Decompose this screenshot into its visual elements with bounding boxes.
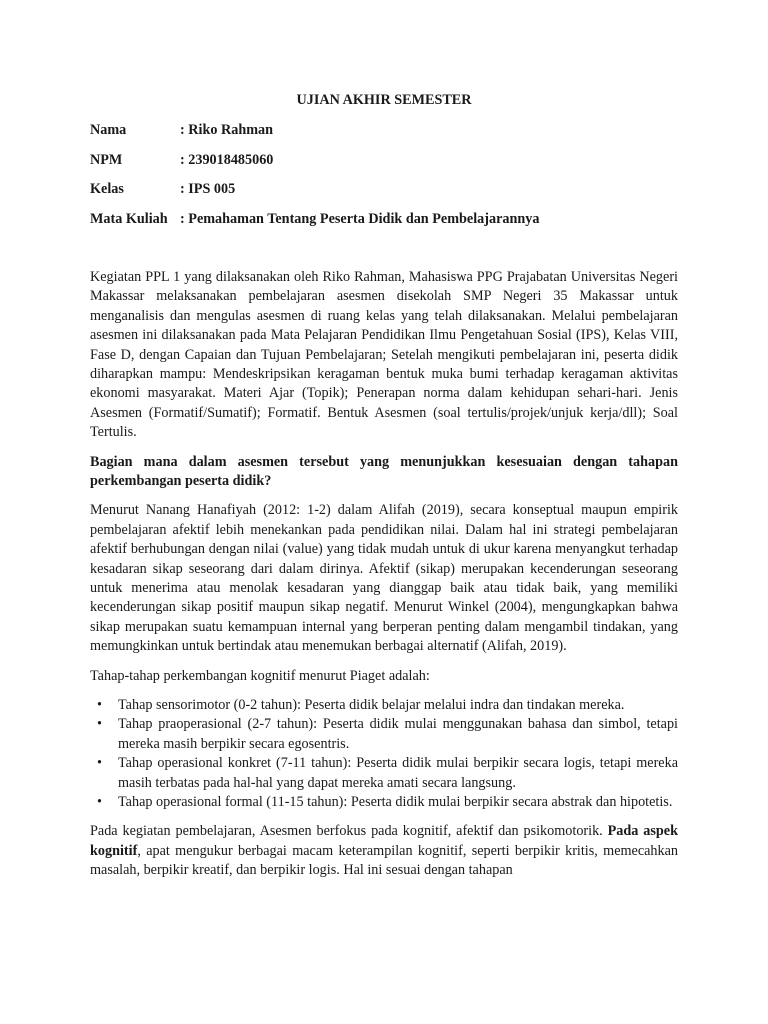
list-item: [97, 715, 678, 754]
info-value: : Pemahaman Tentang Peserta Didik dan Pembelajarannya: [180, 210, 540, 227]
list-item-text: Tahap praoperasional (2-7 tahun): Peserta didik mulai menggunakan bahasa dan simbol, tetapi mereka masih berpikir secara egosentris.: [118, 716, 678, 752]
info-row-npm: [90, 151, 678, 170]
bullet-icon: •: [97, 716, 102, 733]
bullet-icon: •: [97, 697, 102, 714]
affective-paragraph: Menurut Nanang Hanafiyah (2012: 1-2) dalam Alifah (2019), secara konseptual maupun empirik pembelajaran afektif lebih menekankan pada pendidikan nilai. Dalam hal ini strategi pembelajaran afektif berhubungan dengan nilai (value) yang tidak mudah untuk di ukur karena menyangkut terhadap kesadaran sikap seseorang dari dalam dirinya. Afektif (sikap) merupakan kecenderungan seseorang untuk menerima atau menolak kesadaran yang dianggap baik atau tidak baik, yang memiliki kecenderungan sikap positif maupun sikap negatif. Menurut Winkel (2004), mengungkapkan bahwa sikap merupakan suatu kemampuan internal yang berperan penting dalam mengambil tindakan, yang memungkinkan untuk bertindak atau menemukan berbagai alternatif (Alifah, 2019).: [90, 502, 678, 655]
bullet-icon: •: [97, 794, 102, 811]
info-label: NPM: [90, 151, 123, 168]
assessment-text-bold: Pada aspek kognitif: [90, 823, 678, 859]
info-value: : IPS 005: [180, 181, 236, 198]
list-item: [97, 696, 678, 715]
info-label: Kelas: [90, 181, 124, 198]
list-item: [97, 754, 678, 793]
intro-paragraph: Kegiatan PPL 1 yang dilaksanakan oleh Riko Rahman, Mahasiswa PPG Prajabatan Universitas Negeri Makassar melaksanakan pembelajaran asesmen disekolah SMP Negeri 35 Makassar untuk menganalisis dan mengulas asesmen di ruang kelas yang telah dilaksanakan. Melalui pembelajaran asesmen ini dilaksanakan pada Mata Pelajaran Pendidikan Ilmu Pengetahuan Sosial (IPS), Kelas VIII, Fase D, dengan Capaian dan Tujuan Pembelajaran; Setelah mengikuti pembelajaran ini, peserta didik diharapkan mampu: Mendeskripsikan keragaman bentuk muka bumi terhadap keragaman aktivitas ekonomi masyarakat. Materi Ajar (Topik); Penerapan norma dalam kehidupan sehari-hari. Jenis Asesmen (Formatif/Sumatif); Formatif. Bentuk Asesmen (soal tertulis/projek/unjuk kerja/dll); Soal Tertulis.: [90, 268, 678, 441]
question-heading: Bagian mana dalam asesmen tersebut yang menunjukkan kesesuaian dengan tahapan perkembangan peserta didik?: [90, 453, 678, 489]
assessment-text-after: , apat mengukur berbagai macam keterampilan kognitif, seperti berpikir kritis, memecahkan masalah, berpikir kreatif, dan berpikir logis. Hal ini sesuai dengan tahapan: [90, 842, 678, 879]
document-title: UJIAN AKHIR SEMESTER: [296, 92, 472, 108]
info-row-kelas: [90, 180, 678, 199]
list-item-text: Tahap operasional konkret (7-11 tahun): Peserta didik mulai berpikir secara logis, tetapi mereka masih terbatas pada hal-hal yang dapat mereka amati secara langsung.: [118, 755, 678, 791]
info-row-nama: [90, 121, 678, 140]
info-row-mata-kuliah: [90, 210, 678, 229]
info-label: Nama: [90, 122, 127, 139]
info-value: : Riko Rahman: [180, 122, 274, 139]
bullet-icon: •: [97, 755, 102, 772]
info-value: : 239018485060: [180, 151, 274, 168]
list-item-text: Tahap sensorimotor (0-2 tahun): Peserta didik belajar melalui indra dan tindakan mereka.: [118, 697, 625, 714]
stages-intro: Tahap-tahap perkembangan kognitif menurut Piaget adalah:: [90, 667, 430, 684]
assessment-text-before: Pada kegiatan pembelajaran, Asesmen berfokus pada kognitif, afektif dan psikomotorik.: [90, 823, 608, 840]
assessment-paragraph: [90, 822, 678, 880]
list-item-text: Tahap operasional formal (11-15 tahun): Peserta didik mulai berpikir secara abstrak dan hipotetis.: [118, 794, 673, 811]
list-item: [97, 793, 678, 812]
piaget-stages-list: [90, 696, 678, 812]
student-info: [90, 121, 678, 229]
info-label: Mata Kuliah: [90, 210, 168, 227]
